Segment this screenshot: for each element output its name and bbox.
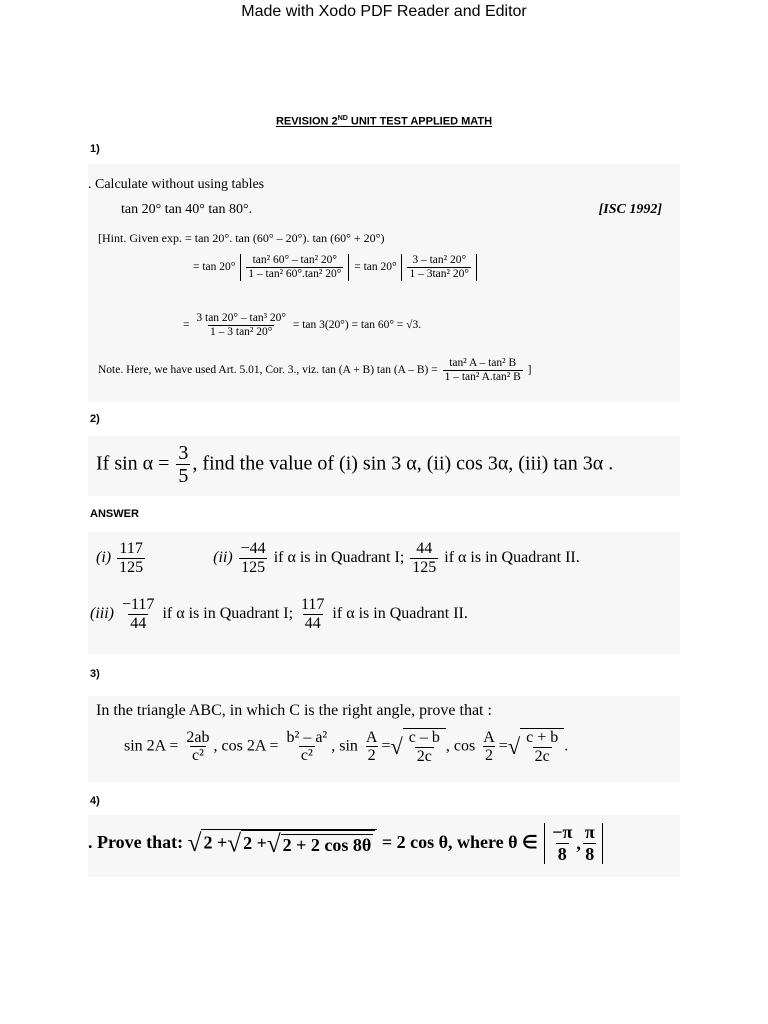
q3-f4-root-fraction — [524, 729, 560, 766]
question-3-number: 3) — [90, 668, 100, 680]
q3-f3-numerator: A — [365, 728, 378, 746]
q4-inner-term: 2 + 2 cos 8θ — [282, 834, 372, 855]
answer-iii-denominator: 44 — [130, 614, 147, 632]
answer-ii-numerator-2: 44 — [416, 540, 433, 557]
q1-note — [98, 357, 532, 384]
q3-f4-root-denominator: 2c — [534, 747, 550, 765]
answer-i-numerator: 117 — [119, 540, 143, 557]
answer-iii-fraction-2 — [299, 596, 326, 633]
answer-ii-denominator-2: 125 — [412, 558, 437, 576]
q3-f1-fraction — [184, 729, 211, 766]
q2-numerator: 3 — [178, 442, 189, 464]
answer-panel — [88, 532, 680, 654]
q4-lead: . Prove that: — [88, 831, 184, 852]
q4-interval-upper-numerator: π — [584, 822, 595, 842]
answer-iii-label: (iii) — [90, 605, 114, 623]
q3-statement: In the triangle ABC, in which C is the right angle, prove that : — [96, 702, 492, 719]
q3-f1-lhs: sin 2A = — [124, 737, 179, 755]
q1-step2-rhs: = tan 3(20°) = tan 60° = √3. — [292, 319, 422, 332]
q1-step2-denominator: 1 – 3 tan² 20° — [210, 325, 273, 338]
answer-line-1 — [96, 540, 580, 577]
q1-step1-fraction-2 — [407, 254, 470, 281]
title-prefix: REVISION 2 — [275, 115, 338, 128]
q3-f4-numerator: A — [483, 728, 495, 746]
question-4-panel — [88, 815, 680, 877]
q4-interval-lower-numerator: −π — [552, 822, 573, 842]
q1-step1-numerator: tan² 60° – tan² 20° — [252, 254, 338, 266]
q3-f4-root-numerator: c + b — [526, 729, 559, 746]
answer-iii-denominator-2: 44 — [304, 614, 321, 632]
q3-f2-denominator: c² — [300, 747, 313, 765]
q1-step1-mid: = tan 20° — [354, 261, 397, 274]
question-2-number: 2) — [90, 413, 100, 425]
q1-note-fraction — [443, 357, 523, 384]
q1-step2-fraction — [194, 312, 288, 339]
q1-step-1 — [193, 254, 479, 281]
title-superscript: ND — [337, 115, 348, 122]
title-suffix: UNIT TEST APPLIED MATH — [347, 115, 493, 128]
answer-ii-fraction — [239, 540, 268, 577]
q4-interval-lower — [550, 823, 574, 864]
answer-ii-label: (ii) — [213, 549, 233, 567]
q4-interval-lower-denominator: 8 — [557, 843, 567, 864]
q1-step2-numerator: 3 tan 20° – tan³ 20° — [196, 312, 286, 324]
q3-f3-denominator: 2 — [367, 747, 376, 765]
q1-intro: . Calculate without using tables — [88, 177, 265, 192]
q2-rhs: , find the value of (i) sin 3 α, (ii) cos 3α, (iii) tan 3α . — [192, 452, 614, 475]
answer-i-fraction — [117, 540, 145, 577]
q4-interval: $\frac{-\pi}{8}$ , $\frac{\pi}{8}$ — [544, 823, 603, 864]
q1-source: [ISC 1992] — [598, 202, 662, 217]
q3-f4-denominator: 2 — [485, 747, 493, 765]
q3-f3-root-numerator: c – b — [408, 729, 440, 746]
answer-iii-text-1: if α is in Quadrant I; — [162, 605, 294, 623]
page-title — [0, 115, 768, 128]
q4-rhs: = 2 cos θ, where θ ∈ — [381, 831, 538, 852]
q2-fraction — [176, 442, 190, 488]
q1-step1-lhs: = tan 20° — [193, 261, 236, 274]
answer-iii-numerator: −117 — [122, 596, 155, 613]
q3-f3-root-denominator: 2c — [416, 747, 432, 765]
answer-iii-text-2: if α is in Quadrant II. — [332, 605, 468, 623]
q1-bracket-2 — [401, 254, 476, 281]
q4-outer-root: √ 2 +√ 2 +√ 2 + 2 cos 8θ — [188, 829, 378, 859]
q4-outer-term: 2 + — [203, 832, 228, 853]
question-3-panel — [88, 696, 680, 782]
q1-note-numerator: tan² A – tan² B — [449, 357, 517, 369]
q4-middle-term: 2 + — [243, 832, 267, 853]
answer-ii-text-2: if α is in Quadrant II. — [444, 549, 580, 567]
q3-end: . — [564, 737, 569, 755]
q4-middle-root: √ 2 +√ 2 + 2 cos 8θ — [227, 830, 375, 859]
question-1-number: 1) — [90, 143, 100, 155]
q2-lhs: If sin α = — [96, 452, 170, 475]
q3-f3-root-fraction — [407, 729, 442, 766]
q4-inner-root: √ 2 + 2 cos 8θ — [266, 830, 372, 858]
answer-line-2 — [90, 596, 468, 633]
q3-f3-root: √ $\frac{c - b}{2c}$ — [390, 728, 445, 766]
question-2-panel — [88, 436, 680, 496]
xodo-banner: Made with Xodo PDF Reader and Editor — [241, 3, 527, 20]
q3-f4-root: √ $\frac{c + b}{2c}$ — [508, 728, 564, 766]
answer-ii-fraction-2 — [410, 540, 438, 577]
answer-iii-fraction — [120, 596, 156, 633]
q1-note-denominator: 1 – tan² A.tan² B — [444, 370, 521, 383]
q1-hint: [Hint. Given exp. = tan 20°. tan (60° – 20°). tan (60° + 20°) — [98, 231, 385, 245]
q1-bracket-1 — [240, 254, 349, 281]
q2-denominator: 5 — [178, 465, 189, 487]
answer-ii-denominator: 125 — [241, 558, 266, 576]
q3-f2-fraction — [285, 729, 330, 766]
answer-label: ANSWER — [90, 508, 139, 520]
q4-interval-upper — [583, 823, 597, 864]
q3-f3-lhs: , sin — [331, 737, 358, 755]
q1-expression: tan 20° tan 40° tan 80°. — [121, 202, 253, 217]
q1-step1-numerator-2: 3 – tan² 20° — [412, 254, 467, 266]
q3-f2-numerator: b² – a² — [286, 728, 328, 746]
q3-f4-lhs: , cos — [445, 737, 476, 755]
answer-iii-numerator-2: 117 — [301, 596, 325, 613]
answer-ii-text-1: if α is in Quadrant I; — [273, 549, 405, 567]
q3-formulas: sin 2A = $\frac{2ab}{\text{c²}}$ , cos 2A = $\frac{\text{b² – a²}}{\text{c²}}$ , sin $\frac{A}{2}$ =√ $\frac{c - b}{2c}$ , cos $\frac{A}{2}$ =√ $\frac{c + b}{2c}$ . — [124, 728, 569, 765]
q3-f3-fraction — [364, 729, 380, 766]
q3-f4-fraction — [481, 729, 497, 766]
q1-step2-eq: = — [183, 319, 190, 332]
q1-step1-denominator-2: 1 – 3tan² 20° — [409, 267, 469, 280]
answer-i-label: (i) — [96, 549, 112, 567]
q3-f2-lhs: , cos 2A = — [213, 737, 279, 755]
q1-note-text: Note. Here, we have used Art. 5.01, Cor. 3., viz. tan (A + B) tan (A – B) = — [98, 364, 438, 377]
q1-step1-denominator: 1 – tan² 60°.tan² 20° — [248, 267, 342, 280]
q3-f1-denominator: c² — [191, 747, 204, 765]
q2-statement — [96, 442, 613, 488]
answer-ii-numerator: −44 — [240, 540, 266, 557]
q4-interval-upper-denominator: 8 — [585, 843, 595, 864]
q4-statement — [88, 823, 605, 864]
q1-note-end: ] — [527, 364, 532, 377]
q1-step-2 — [183, 312, 421, 339]
question-1-panel — [88, 164, 680, 402]
answer-i-denominator: 125 — [119, 558, 144, 576]
q1-step1-fraction — [246, 254, 343, 281]
q3-f1-numerator: 2ab — [186, 728, 210, 746]
question-4-number: 4) — [90, 795, 100, 807]
